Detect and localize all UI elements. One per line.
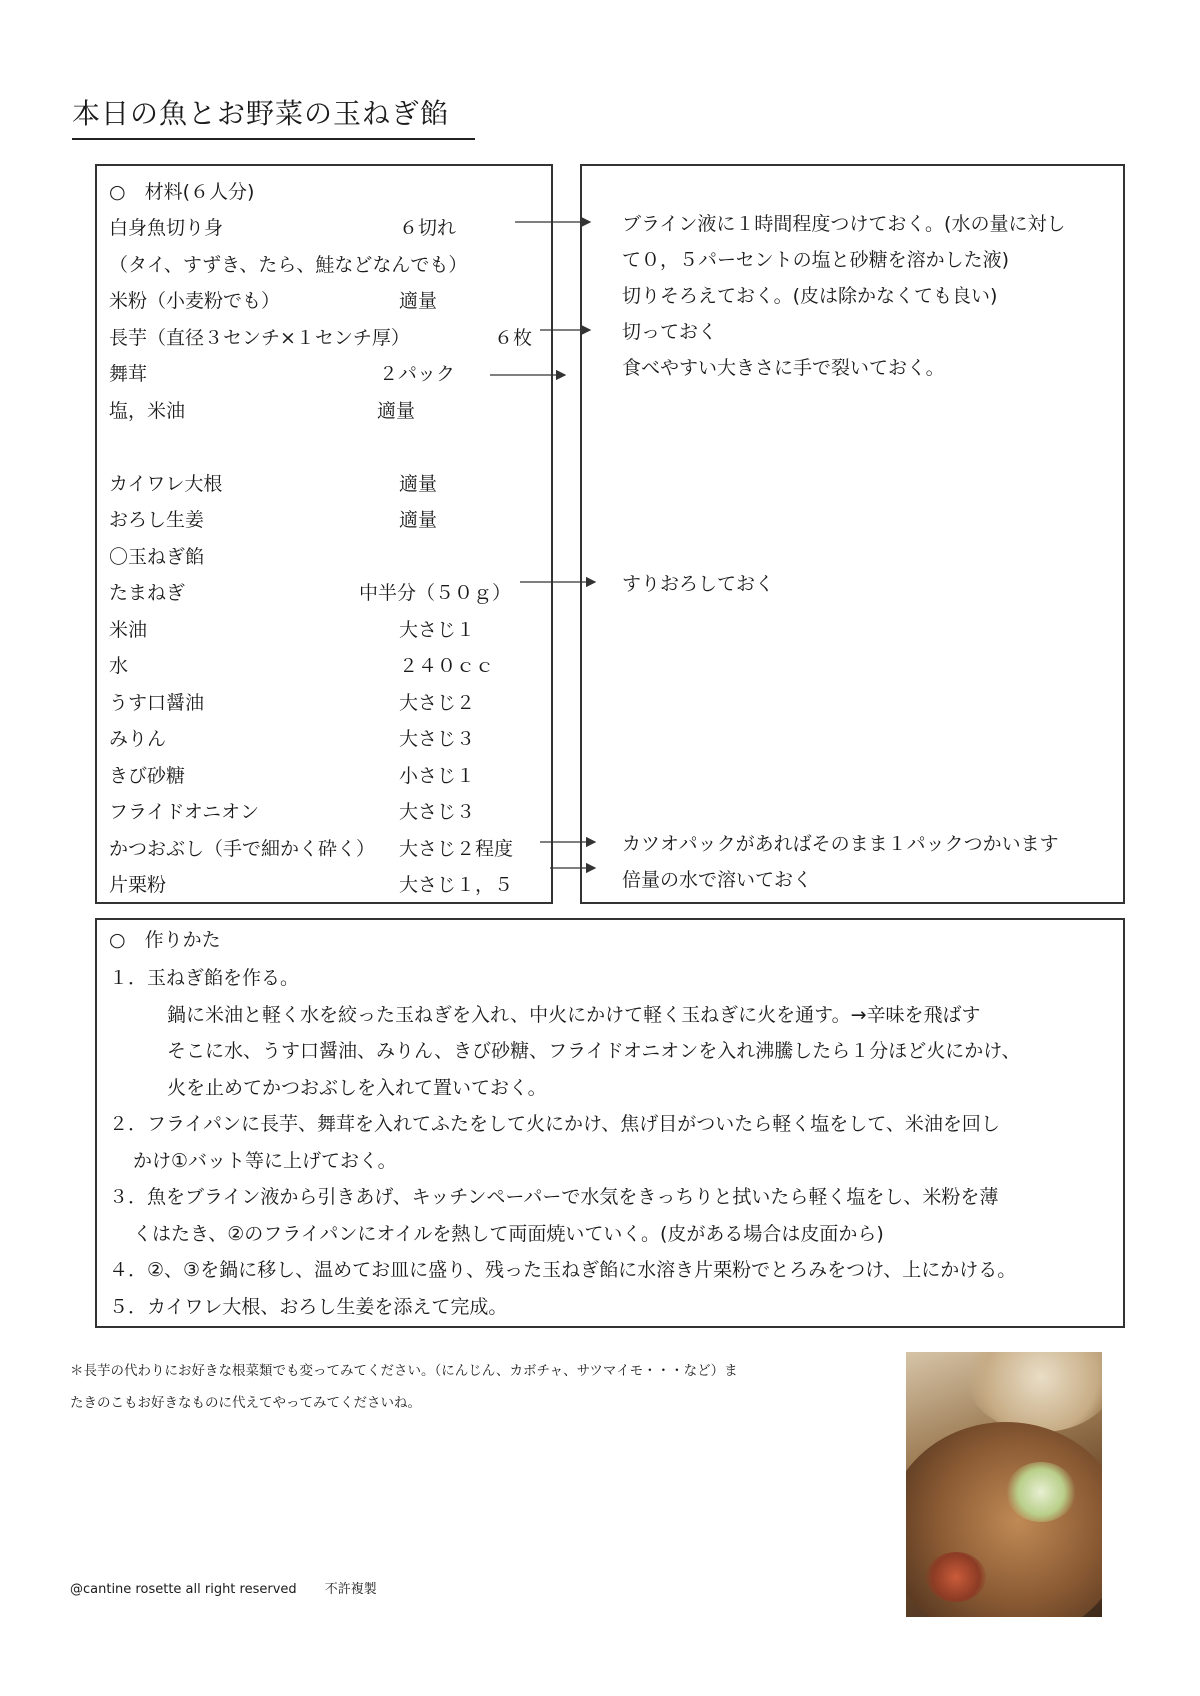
method-line: ２．フライパンに長芋、舞茸を入れてふたをして火にかけ、焦げ目がついたら軽く塩をして、米油を回し	[109, 1113, 1000, 1135]
ingredient-amount: ２パック	[379, 363, 456, 385]
method-line: 鍋に米油と軽く水を絞った玉ねぎを入れ、中火にかけて軽く玉ねぎに火を通す。→辛味を飛ばす	[167, 1003, 981, 1026]
ingredient-name: きび砂糖	[109, 764, 186, 787]
ingredient-name: うす口醤油	[109, 691, 205, 714]
ingredient-amount: 適量	[399, 509, 438, 531]
method-line: ３．魚をブライン液から引きあげ、キッチンペーパーで水気をきっちりと拭いたら軽く塩をし、米粉を薄	[109, 1186, 999, 1208]
footnote-line1: ＊長芋の代わりにお好きな根菜類でも変ってみてください。（にんじん、カボチャ、サツマイモ・・・など）ま	[70, 1363, 738, 1379]
method-line: 火を止めてかつおぶしを入れて置いておく。	[167, 1076, 547, 1099]
ingredient-name: 米粉（小麦粉でも）	[109, 290, 281, 312]
photo-garnish-shape	[1006, 1462, 1076, 1522]
ingredients-box: ○ 材料(６人分) 白身魚切り身 ６切れ （タイ、すずき、たら、鮭などなんでも） 米粉（小麦粉でも） 適量 長芋（直径３センチ×１センチ厚） ６枚 舞茸 ２パック 塩，米油 適量 カイワレ大根 適量 おろし生姜 適量 〇玉ねぎ餡 たまねぎ 中半分（５０ｇ） 米油 大さじ１ 水 ２４０ｃｃ うす口醤油 大さじ２ みりん 大さじ３ きび砂糖 小さじ１ フライドオニオン 大さじ３ かつおぶし（手で細かく砕く） 大さじ２程度 片栗粉 大さじ１，５	[95, 164, 553, 904]
note-trim: 切りそろえておく。(皮は除かなくても良い)	[622, 285, 998, 307]
ingredient-amount: ６枚	[494, 326, 533, 349]
ingredient-name: 塩，米油	[109, 399, 186, 422]
ingredient-name: かつおぶし（手で細かく砕く）	[109, 837, 376, 860]
ingredient-name: たまねぎ	[109, 582, 186, 604]
ingredient-amount: 大さじ１	[399, 618, 476, 641]
footnote-line2: たきのこもお好きなものに代えてやってみてくださいね。	[70, 1395, 421, 1411]
method-line: ５．カイワレ大根、おろし生姜を添えて完成。	[109, 1295, 508, 1318]
ingredient-name: 長芋（直径３センチ×１センチ厚）	[109, 326, 410, 349]
ingredient-amount: 大さじ３	[399, 801, 476, 823]
note-brine-line2: て０，５パーセントの塩と砂糖を溶かした液)	[622, 249, 1010, 271]
ingredient-amount: ２４０ｃｃ	[399, 655, 495, 677]
prep-notes-box	[580, 164, 1125, 904]
note-yam: 切っておく	[622, 321, 718, 343]
ingredient-amount: 適量	[399, 290, 438, 312]
ingredient-amount: 適量	[377, 399, 416, 422]
ingredient-name: 水	[109, 655, 129, 677]
ingredient-name: カイワレ大根	[109, 472, 223, 495]
ingredient-name: 片栗粉	[109, 874, 167, 896]
ingredient-name: 舞茸	[109, 363, 148, 385]
dish-photo	[906, 1352, 1102, 1617]
ingredient-name: おろし生姜	[109, 509, 205, 531]
ingredient-amount: 大さじ３	[399, 728, 476, 750]
note-onion: すりおろしておく	[622, 573, 775, 595]
recipe-title: 本日の魚とお野菜の玉ねぎ餡	[72, 92, 475, 140]
ingredient-name: （タイ、すずき、たら、鮭などなんでも）	[109, 253, 468, 276]
ingredient-name: 〇玉ねぎ餡	[109, 545, 205, 568]
method-line: そこに水、うす口醤油、みりん、きび砂糖、フライドオニオンを入れ沸騰したら１分ほど火にかけ、	[167, 1040, 1021, 1062]
ingredient-name: 米油	[109, 618, 148, 641]
photo-bowl-shape	[966, 1352, 1102, 1432]
copyright-rights: @cantine rosette all right reserved	[70, 1582, 297, 1597]
copyright-no-copy: 不許複製	[324, 1582, 377, 1597]
note-maitake: 食べやすい大きさに手で裂いておく。	[622, 357, 945, 379]
ingredient-name: 白身魚切り身	[109, 217, 224, 239]
ingredient-amount: 中半分（５０ｇ）	[359, 582, 512, 604]
ingredient-name: みりん	[109, 728, 167, 750]
ingredient-amount: 大さじ１，５	[399, 874, 514, 896]
method-header: ○ 作りかた	[109, 929, 221, 951]
method-box	[95, 918, 1125, 1328]
note-brine-line1: ブライン液に１時間程度つけておく。(水の量に対し	[622, 213, 1066, 235]
method-line: くはたき、②のフライパンにオイルを熱して両面焼いていく。(皮がある場合は皮面から)	[133, 1222, 884, 1245]
photo-side-shape	[926, 1552, 986, 1602]
method-line: かけ①バット等に上げておく。	[133, 1149, 397, 1172]
ingredient-amount: 適量	[399, 472, 438, 495]
ingredient-amount: 小さじ１	[399, 764, 476, 787]
note-starch: 倍量の水で溶いておく	[622, 869, 813, 891]
method-line: １．玉ねぎ餡を作る。	[109, 967, 300, 989]
copyright	[70, 1578, 401, 1597]
ingredient-name: フライドオニオン	[109, 801, 260, 823]
ingredient-amount: ６切れ	[399, 217, 457, 239]
method-line: ４．②、③を鍋に移し、温めてお皿に盛り、残った玉ねぎ餡に水溶き片栗粉でとろみをつけ、上にかける。	[109, 1259, 1017, 1281]
ingredient-amount: 大さじ２程度	[399, 837, 514, 860]
ingredient-amount: 大さじ２	[399, 691, 476, 714]
note-katsuo: カツオパックがあればそのまま１パックつかいます	[622, 833, 1059, 855]
